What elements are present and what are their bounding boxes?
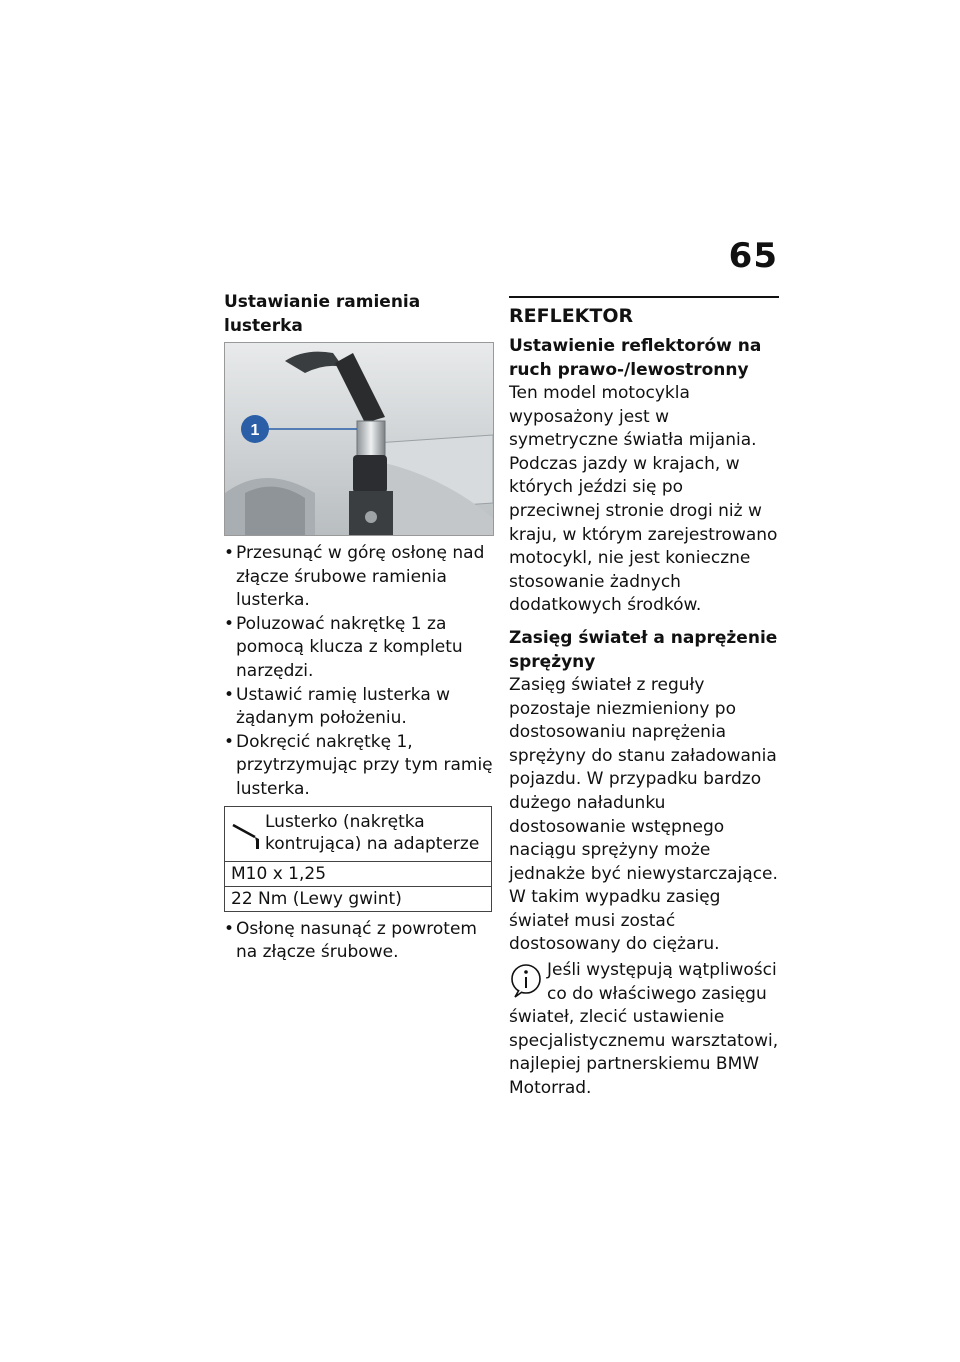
- bullet-icon: •: [224, 731, 235, 752]
- torque-title: Lusterko (nakrętka kontrująca) na adapterze: [265, 811, 480, 854]
- info-note: [509, 959, 779, 1101]
- beam-range-text: Zasięg świateł z reguły pozostaje niezmieniony po dostosowaniu naprężenia sprężyny do stanu załadowania pojazdu. W przypadku bardzo dużego naładunku dostosowanie wstępnego naciągu sprężyny może jednakże być niewystarczające. W takim wypadku zasięg świateł musi zostać dostosowany do ciężaru.: [509, 674, 778, 955]
- torque-thread-size: M10 x 1,25: [225, 861, 492, 886]
- list-item: • Poluzować nakrętkę 1 za pomocą klucza z kompletu narzędzi.: [224, 613, 463, 681]
- bullet-icon: •: [224, 543, 235, 563]
- page-number: 65: [728, 236, 778, 276]
- callout-label: 1: [250, 422, 260, 439]
- list-item: • Ustawić ramię lusterka w żądanym położeniu.: [224, 684, 451, 729]
- step-list: [224, 542, 494, 802]
- mirror-arm-illustration: [225, 343, 493, 535]
- bullet-icon: •: [224, 918, 235, 939]
- torque-value: 22 Nm (Lewy gwint): [225, 886, 492, 911]
- wrench-icon: [229, 811, 265, 851]
- section-title: REFLEKTOR: [509, 296, 779, 330]
- list-item: • Przesunąć w górę osłonę nad złącze śrubowe ramienia lusterka.: [224, 543, 485, 611]
- beam-range-heading: Zasięg świateł a naprężenie sprężyny: [509, 627, 778, 672]
- info-icon: [509, 959, 543, 999]
- headlight-adjust-heading: Ustawienie reflektorów na ruch prawo-/lewostronny: [509, 336, 762, 380]
- bullet-icon: •: [224, 613, 235, 634]
- final-step-list: [224, 918, 494, 965]
- info-text: Jeśli występują wątpliwości co do właściwego zasięgu świateł, zlecić ustawienie specjalistycznemu warsztatowi, najlepiej partnerskiemu BMW Motorrad.: [509, 960, 779, 1099]
- right-column: [509, 290, 779, 1101]
- mirror-heading: Ustawianie ramienia lusterka: [224, 292, 421, 336]
- headlight-adjust-text: Ten model motocykla wyposażony jest w symetryczne światła mijania. Podczas jazdy w krajach, w których jeździ się po przeciwnej stronie drogi niż w kraju, w którym zarejestrowano motocykl, nie jest konieczne stosowanie żadnych dodatkowych środków.: [509, 383, 778, 616]
- torque-table: [224, 806, 492, 912]
- left-column: [224, 290, 494, 965]
- mirror-photo: [224, 342, 494, 536]
- list-item: • Dokręcić nakrętkę 1, przytrzymując przy tym ramię lusterka.: [224, 731, 493, 799]
- bullet-icon: •: [224, 684, 235, 705]
- list-item: • Osłonę nasunąć z powrotem na złącze śrubowe.: [224, 918, 477, 963]
